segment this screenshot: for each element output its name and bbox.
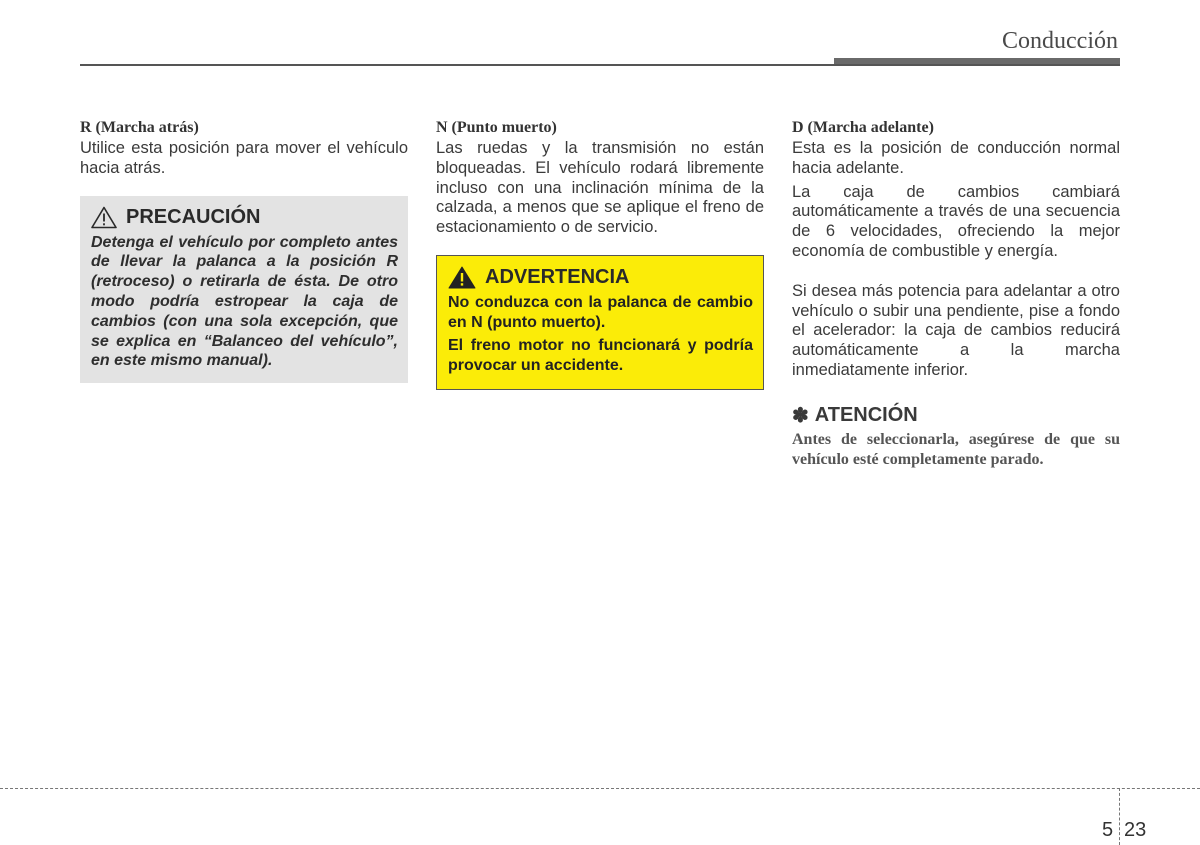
atencion-title: ATENCIÓN xyxy=(814,403,918,426)
caution-box xyxy=(80,196,408,384)
header-rule xyxy=(80,64,1120,66)
footer-dashed-rule xyxy=(0,788,1200,789)
warning-text-1: No conduzca con la palanca de cambio en N (punto muerto). xyxy=(448,293,753,331)
caution-text: Detenga el vehículo por completo antes de llevar la palanca a la posición R (retroceso) o retirarla de ésta. De otro modo podría estropear la caja de cambios (con una sola excepción, que se explica en “Balanceo del vehículo”, en este mismo manual). xyxy=(91,233,398,370)
warning-triangle-outline-icon xyxy=(91,206,117,229)
atencion-header xyxy=(792,403,1120,428)
atencion-text: Antes de seleccionarla, asegúrese de que su vehículo esté completamente parado. xyxy=(792,430,1120,468)
section-title-neutral: N (Punto muerto) xyxy=(436,119,557,136)
warning-box xyxy=(436,255,764,390)
drive-description-1: Esta es la posición de conducción normal hacia adelante. xyxy=(792,139,1120,177)
drive-description-3: Si desea más potencia para adelantar a otro vehículo o subir una pendiente, pise a fondo el acelerador: la caja de cambios reducirá automáticamente a la marcha inmediatamente inferior. xyxy=(792,281,1120,379)
warning-header xyxy=(448,266,753,289)
warning-text-2: El freno motor no funcionará y podría provocar un accidente. xyxy=(448,336,753,374)
drive-description-2: La caja de cambios cambiará automáticamente a través de una secuencia de 6 velocidades, ofreciendo la mejor economía de combustible y energía. xyxy=(792,182,1120,260)
neutral-description: Las ruedas y la transmisión no están bloqueadas. El vehículo rodará libremente incluso con una inclinación mínima de la calzada, a menos que se aplique el freno de estacionamiento o de servicio. xyxy=(436,139,764,237)
footer-page-divider xyxy=(1119,788,1120,845)
column-neutral xyxy=(436,118,764,390)
asterisk-icon: ✽ xyxy=(792,404,809,427)
section-number: 5 xyxy=(1102,819,1114,841)
reverse-description: Utilice esta posición para mover el vehículo hacia atrás. xyxy=(80,139,408,177)
column-reverse xyxy=(80,118,408,383)
caution-header xyxy=(91,206,398,229)
page-number: 23 xyxy=(1124,819,1147,841)
section-title-reverse: R (Marcha atrás) xyxy=(80,119,199,136)
page-header-title: Conducción xyxy=(1002,28,1118,54)
caution-title: PRECAUCIÓN xyxy=(126,205,261,228)
warning-title: ADVERTENCIA xyxy=(485,265,630,288)
section-title-drive: D (Marcha adelante) xyxy=(792,119,934,136)
column-drive xyxy=(792,118,1120,470)
warning-triangle-filled-icon xyxy=(448,266,476,289)
